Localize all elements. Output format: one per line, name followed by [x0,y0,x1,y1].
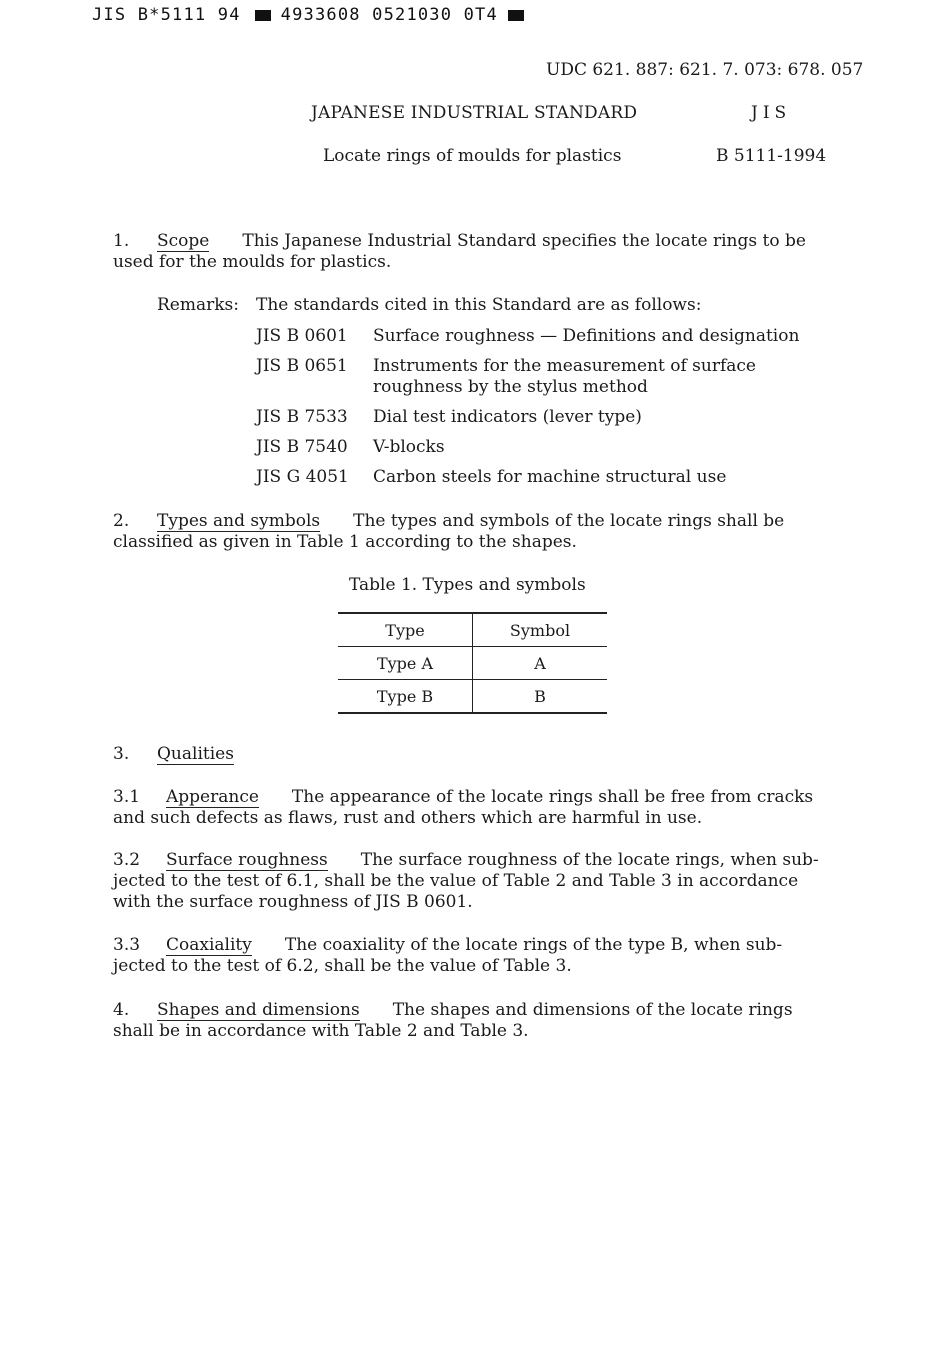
cited-standard-code: JIS B 7533 [256,407,348,427]
cited-standard-row [256,326,836,347]
table-header-row [338,613,607,647]
cited-standard-code: JIS B 0601 [256,326,348,346]
cited-standard-row [256,407,836,428]
standard-number: B 5111-1994 [716,146,827,166]
table-cell: B [473,680,608,714]
section-heading: Apperance [166,787,259,807]
table-header-cell: Symbol [473,613,608,647]
header-block-mark-end [508,10,524,21]
udc-code: UDC 621. 887: 621. 7. 073: 678. 057 [546,60,864,80]
section-qualities [113,744,833,765]
section-shapes-dimensions [113,1000,833,1042]
section-heading: Surface roughness [166,850,328,870]
section-number: 4. [113,1000,130,1020]
cited-standards-list [256,295,836,497]
section-surface-roughness [113,850,833,913]
section-heading: Shapes and dimensions [157,1000,360,1020]
cited-standard-code: JIS G 4051 [256,467,349,487]
cited-standard-code: JIS B 0651 [256,356,348,376]
document-title: Locate rings of moulds for plastics [323,146,622,166]
cited-standard-code: JIS B 7540 [256,437,348,457]
table-header-cell: Type [338,613,473,647]
document-header-code [92,5,524,25]
table-cell: Type B [338,680,473,714]
cited-standard-row [256,437,836,458]
section-number: 3. [113,744,130,764]
section-heading: Scope [157,231,210,251]
standard-organization: JAPANESE INDUSTRIAL STANDARD [311,103,638,123]
section-number: 2. [113,511,130,531]
cited-standard-title: V-blocks [373,437,445,457]
section-heading: Qualities [157,744,234,764]
section-number: 3.1 [113,787,141,807]
cited-standard-title: Carbon steels for machine structural use [373,467,727,487]
cited-standard-row [256,356,836,398]
types-symbols-table [338,612,607,714]
remarks-intro: The standards cited in this Standard are as follows: [256,295,702,315]
jis-mark: JIS [751,103,792,123]
section-body: The shapes and dimensions of the locate rings shall be in accordance with Table 2 and Table 3. [113,1000,793,1041]
section-number: 1. [113,231,130,251]
section-number: 3.3 [113,935,141,955]
section-appearance [113,787,833,829]
table-row [338,647,607,680]
section-types-and-symbols [113,511,833,553]
section-heading: Types and symbols [157,511,321,531]
section-heading: Coaxiality [166,935,252,955]
table-caption: Table 1. Types and symbols [349,575,586,595]
section-body: The types and symbols of the locate rings shall be classified as given in Table 1 according to the shapes. [113,511,785,552]
section-scope [113,231,833,273]
table-cell: Type A [338,647,473,680]
header-code-part1: JIS B*5111 94 [92,5,241,25]
cited-standard-title: Instruments for the measurement of surface roughness by the stylus method [373,356,756,397]
section-body: The surface roughness of the locate rings, when sub- jected to the test of 6.1, shall be the value of Table 2 and Table 3 in accordance with the surface roughness of JIS B 0601. [113,850,819,912]
section-body: This Japanese Industrial Standard specifies the locate rings to be used for the moulds for plastics. [113,231,806,272]
cited-standard-row [256,467,836,488]
header-block-mark [255,10,271,21]
table-row [338,680,607,714]
remarks-label: Remarks: [157,295,239,315]
cited-standard-title: Surface roughness — Definitions and designation [373,326,800,346]
section-body: The coaxiality of the locate rings of the type B, when sub- jected to the test of 6.2, shall be the value of Table 3. [113,935,783,976]
section-number: 3.2 [113,850,141,870]
section-coaxiality [113,935,833,977]
header-code-part2: 4933608 0521030 0T4 [280,5,498,25]
table-cell: A [473,647,608,680]
section-body: The appearance of the locate rings shall be free from cracks and such defects as flaws, rust and others which are harmful in use. [113,787,814,828]
cited-standard-title: Dial test indicators (lever type) [373,407,642,427]
